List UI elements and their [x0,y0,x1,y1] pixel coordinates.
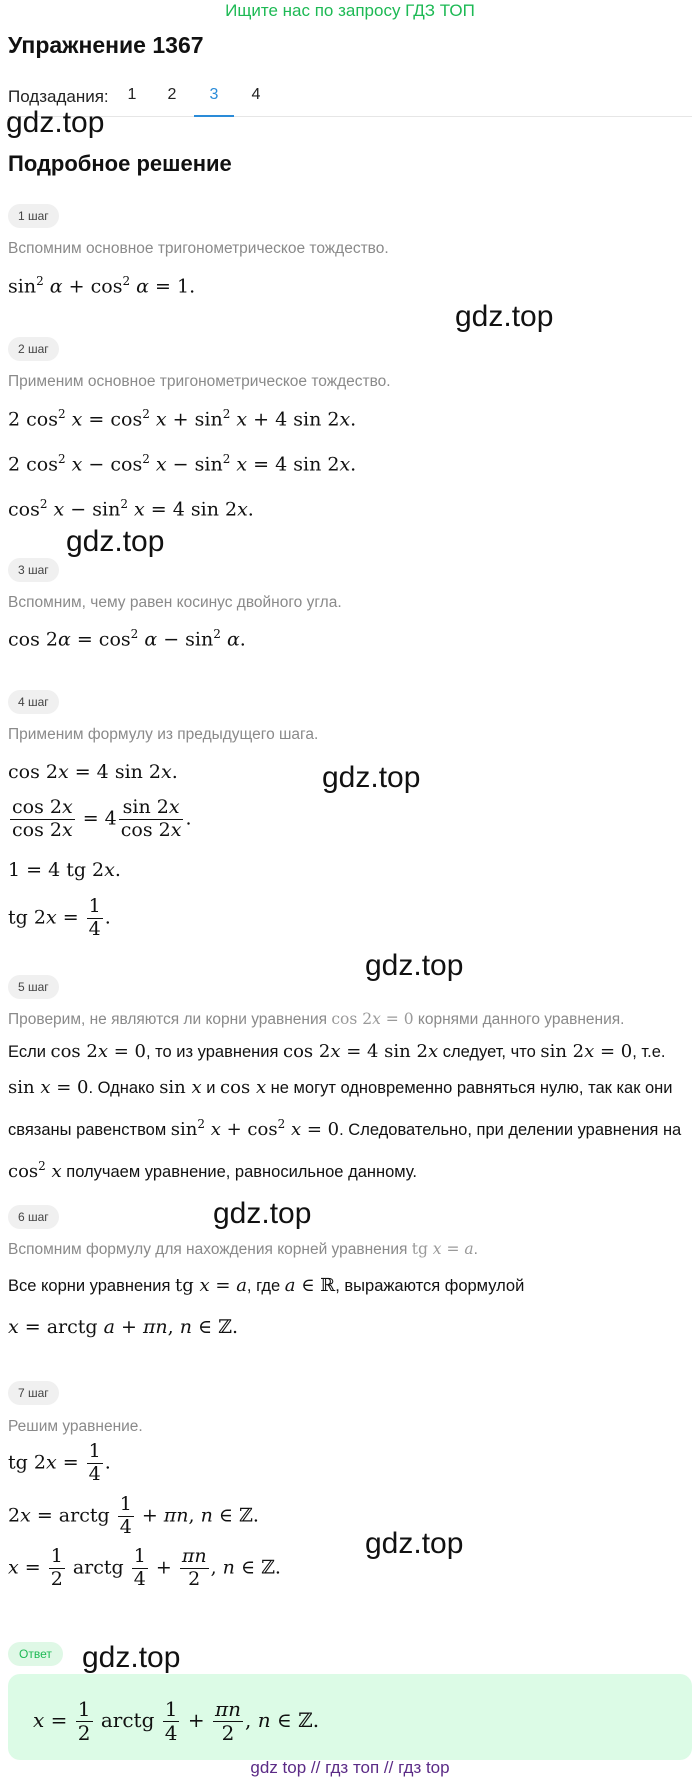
formula: 2x = arctg $\frac{1}{4}$ + πn, n ∈ ℤ. [8,1493,259,1538]
watermark: gdz.top [322,761,421,794]
watermark: gdz.top [82,1641,181,1674]
step-hint: Решим уравнение. [8,1418,143,1435]
step-paragraph: Все корни уравнения tg x = a, где a ∈ ℝ, выражаются формулой [8,1275,525,1296]
formula: $\cos^2 x - \sin^2 x = 4$ sin 2x. [8,497,254,521]
subtasks-label: Подзадания: [8,87,109,106]
step-badge: 1 шаг [8,204,59,228]
step-hint: Применим формулу из предыдущего шага. [8,726,319,743]
top-search-link[interactable]: Ищите нас по запросу ГДЗ ТОП [225,1,475,20]
step-hint: Проверим, не являются ли корни уравнения cos 2x = 0 корнями данного уравнения. [8,1010,625,1028]
answer-badge: Ответ [8,1642,63,1666]
tab-subtask-3[interactable]: 3 [194,86,234,104]
formula: $\cos 2\alpha = \cos^2 \alpha - \sin^2 \alpha$. [8,627,246,651]
formula: tg 2x = $\frac{1}{4}$ . [8,895,111,940]
tab-subtask-4[interactable]: 4 [251,86,261,103]
step-hint: Применим основное тригонометрическое тождество. [8,373,391,390]
step-badge: 5 шаг [8,975,59,999]
step-badge: 3 шаг [8,558,59,582]
step-badge: 2 шаг [8,337,59,361]
step-badge: 7 шаг [8,1381,59,1405]
watermark: gdz.top [6,106,105,139]
watermark: gdz.top [213,1197,312,1230]
section-title: Подробное решение [8,151,232,176]
subtasks-nav [8,84,692,117]
formula: $\sin^2 \alpha + \cos^2 \alpha = 1$. [8,274,196,298]
formula: tg 2x = $\frac{1}{4}$ . [8,1440,111,1485]
formula: cos 2x = 4 sin 2x. [8,761,178,783]
step-badge: 6 шаг [8,1205,59,1229]
footer-links[interactable]: gdz top // гдз топ // гдз top [250,1758,450,1777]
answer-box [8,1674,692,1760]
tab-subtask-2[interactable]: 2 [167,86,177,103]
formula: 2 $\cos^2 x - \cos^2 x - \sin^2 x = 4$ sin 2x. [8,452,357,476]
exercise-title: Упражнение 1367 [8,32,204,58]
formula: $\frac{\cos 2x}{\cos 2x}$ = 4 $\frac{\sin 2x}{\cos 2x}$ . [12,796,192,841]
formula: 2 $\cos^2 x = \cos^2 x + \sin^2 x + 4$ sin 2x. [8,407,357,431]
watermark: gdz.top [66,525,165,558]
step-badge: 4 шаг [8,690,59,714]
step-hint: Вспомним формулу для нахождения корней уравнения tg x = a. [8,1240,478,1258]
formula: x = arctg a + πn, n ∈ ℤ. [8,1316,239,1338]
step-hint: Вспомним основное тригонометрическое тождество. [8,240,389,257]
step-hint: Вспомним, чему равен косинус двойного угла. [8,594,342,611]
answer-formula: x = $\frac{1}{2}$ arctg $\frac{1}{4}$ + $\frac{\pi n}{2}$ , n ∈ ℤ. [33,1697,320,1745]
watermark: gdz.top [365,1527,464,1560]
watermark: gdz.top [365,949,464,982]
step-paragraph: Если cos 2x = 0, то из уравнения cos 2x = 4 sin 2x следует, что sin 2x = 0, т.е. sin x = 0. Однако sin x и cos x не могут одновременно равняться нулю, так как они связаны равенством $\sin^2 x + \cos^2 x = 0$. Следовательно, при делении уравнения на $\cos^2 x$ получаем уравнение, равносильное данному. [8,1041,682,1182]
formula: x = $\frac{1}{2}$ arctg $\frac{1}{4}$ + $\frac{\pi n}{2}$ , n ∈ ℤ. [8,1545,281,1590]
watermark: gdz.top [455,300,554,333]
tab-subtask-1[interactable]: 1 [127,86,137,103]
formula: 1 = 4 tg 2x. [8,859,121,881]
